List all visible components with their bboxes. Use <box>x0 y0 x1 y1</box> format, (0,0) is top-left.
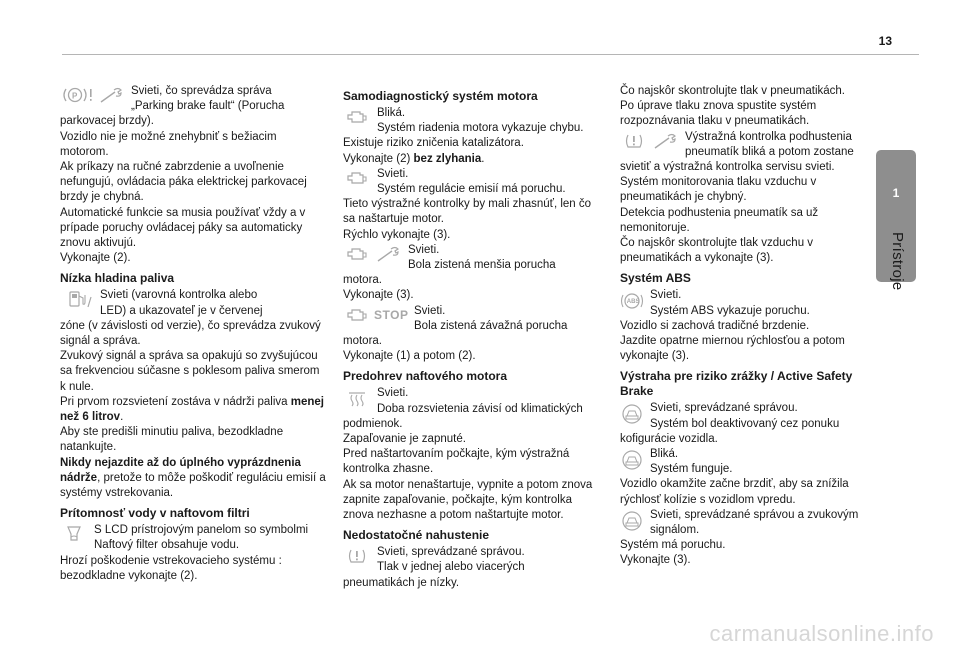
page-number: 13 <box>878 34 892 48</box>
wrench-icon <box>651 131 679 151</box>
underinflation-title: Nedostatočné nahustenie <box>343 528 490 543</box>
underinflation-block <box>343 545 605 575</box>
svg-text:ABS: ABS <box>626 299 640 306</box>
svg-text:P: P <box>72 91 78 101</box>
column-3 <box>620 84 870 569</box>
tyre-pressure-icon <box>343 546 371 566</box>
collision-b <box>620 447 870 477</box>
water-fuel-text: Hrozí poškodenie vstrekovacieho systému : bezodkladne vykonajte (2). <box>60 554 282 582</box>
collision-title: Výstraha pre riziko zrážky / Active Safety Brake <box>620 369 853 399</box>
tyres-p4: Detekcia podhustenia pneumatík sa už nemonitoruje. <box>620 206 819 234</box>
engine-minor-fault-icon <box>343 244 371 264</box>
parking-brake-p2: Vozidlo nie je možné znehybniť s bežiacim motorom. <box>60 130 277 158</box>
collision-a-line-2: Systém bol deaktivovaný cez ponuku <box>650 417 840 430</box>
abs-p2: Jazdite opatrne miernou rýchlosťou a potom vykonajte (3). <box>620 335 845 363</box>
fuel-pump-icon <box>60 289 94 309</box>
column-1 <box>60 84 326 584</box>
tyres-p3: Systém monitorovania tlaku vzduchu v pneumatikách je chybný. <box>620 176 817 204</box>
collision-b-line-1: Bliká. <box>650 448 679 461</box>
stop-icon: STOP <box>374 307 409 322</box>
abs-text: Vozidlo si zachová tradičné brzdenie. <box>620 319 810 332</box>
collision-warning-icon <box>620 402 644 426</box>
low-fuel-p3: Pri prvom rozsvietení zostáva v nádrži paliva menej než 6 litrov. <box>60 395 324 424</box>
engine-diag-title: Samodiagnostický systém motora <box>343 89 538 103</box>
low-fuel-block <box>60 288 326 318</box>
engine-diag-d <box>343 304 605 334</box>
preheat-block <box>343 386 605 416</box>
low-fuel-p2: Zvukový signál a správa sa opakujú so zvyšujúcou sa frekvenciou súčasne s poklesom paliva smerom k nule. <box>60 350 320 393</box>
parking-brake-line-2: „Parking brake fault“ (Porucha <box>131 100 285 113</box>
tyres-p2: Po úprave tlaku znova spustite systém rozpoznávania tlaku v pneumatikách. <box>620 100 817 128</box>
low-fuel-text: zóne (v závislosti od verzie), čo sprevádza zvukový signál a správa. <box>60 319 321 348</box>
engine-diag-b <box>343 167 605 197</box>
parking-brake-p4: Automatické funkcie sa musia používať vždy a v prípade poruchy ovládacej páky sa automaticky znovu aktivujú. <box>60 206 306 250</box>
collision-c-line-2: signálom. <box>650 524 700 537</box>
low-fuel-p4: Aby ste predišli minutiu paliva, bezodkladne natankujte. <box>60 426 284 454</box>
chapter-number: 1 <box>892 186 900 200</box>
engine-diag-b-line-2: Systém regulácie emisií má poruchu. <box>377 183 566 196</box>
glow-plug-icon <box>343 387 371 407</box>
abs-line-1: Svieti. <box>650 289 682 302</box>
preheat-title: Predohrev naftového motora <box>343 369 508 384</box>
tyres-block <box>620 130 870 160</box>
parking-brake-text: parkovacej brzdy). <box>60 115 154 128</box>
preheat-p3: Pred naštartovaním počkajte, kým výstražná kontrolka zhasne. <box>343 448 570 476</box>
underinflation-line-2: Tlak v jednej alebo viacerých <box>377 561 525 574</box>
preheat-p2: Zapaľovanie je zapnuté. <box>343 433 466 446</box>
preheat-line-1: Svieti. <box>377 387 409 400</box>
low-fuel-line-2: LED) a ukazovateľ je v červenej <box>100 304 263 317</box>
water-fuel-line-2: Naftový filter obsahuje vodu. <box>94 539 240 552</box>
tyres-text: svietiť a výstražná kontrolka servisu svieti. <box>620 161 835 174</box>
low-fuel-line-1: Svieti (varovná kontrolka alebo <box>100 289 258 302</box>
tyres-line-2: pneumatík bliká a potom zostane <box>685 145 854 158</box>
preheat-line-2: Doba rozsvietenia závisí od klimatických <box>377 402 583 415</box>
collision-a-line-1: Svieti, sprevádzané správou. <box>650 402 798 415</box>
engine-diag-b-text: Tieto výstražné kontrolky by mali zhasnúť, len čo sa naštartuje motor. <box>343 198 592 226</box>
low-fuel-title: Nízka hladina paliva <box>60 271 175 286</box>
parking-brake-p3: Ak príkazy na ručné zabrzdenie a uvoľnenie nefungujú, ovládacia páka elektrickej parkovacej brzdy je chybná. <box>60 161 307 204</box>
abs-block <box>620 288 870 318</box>
collision-c-line-1: Svieti, sprevádzané správou a zvukovým <box>650 508 859 521</box>
water-in-diesel-icon <box>60 524 88 544</box>
collision-active-icon <box>620 448 644 472</box>
preheat-text: podmienok. <box>343 417 403 430</box>
collision-b-text: Vozidlo okamžite začne brzdiť, aby sa znížila rýchlosť kolízie s vozidlom vpredu. <box>620 478 849 506</box>
engine-diag-a-line-2: Systém riadenia motora vykazuje chybu. <box>377 122 584 135</box>
collision-a <box>620 401 870 431</box>
engine-diag-a-text: Existuje riziko zničenia katalizátora. <box>343 137 524 150</box>
tyre-pressure-icon <box>620 131 648 151</box>
engine-diag-d-text: motora. <box>343 335 382 348</box>
engine-diag-c-line-2: Bola zistená menšia porucha <box>408 259 556 272</box>
engine-diag-c-line-1: Svieti. <box>408 243 440 256</box>
engine-check-icon <box>343 107 371 127</box>
engine-diag-c-p2: Vykonajte (3). <box>343 289 414 302</box>
engine-major-fault-icon <box>343 305 371 325</box>
chapter-title: Prístroje <box>889 232 906 291</box>
tyres-p5: Čo najskôr skontrolujte tlak vzduchu v pneumatikách a vykonajte (3). <box>620 237 814 265</box>
engine-diag-c <box>343 243 605 273</box>
engine-diag-b-line-1: Svieti. <box>377 167 409 180</box>
engine-diag-d-line-2: Bola zistená závažná porucha <box>414 319 568 332</box>
water-fuel-line-1: S LCD prístrojovým panelom so symbolmi <box>94 524 309 537</box>
abs-icon <box>620 289 644 313</box>
tyres-line-1: Výstražná kontrolka podhustenia <box>685 130 852 143</box>
engine-diag-b-p2: Rýchlo vykonajte (3). <box>343 228 451 241</box>
low-fuel-p5: Nikdy nejazdite až do úplného vyprázdnenia nádrže, pretože to môže poškodiť reguláciu emisií a systémy vstrekovania. <box>60 456 326 500</box>
engine-diag-d-line-1: Svieti. <box>414 304 446 317</box>
engine-diag-d-p2: Vykonajte (1) a potom (2). <box>343 350 476 363</box>
collision-b-line-2: Systém funguje. <box>650 463 733 476</box>
collision-c-text: Systém má poruchu. <box>620 539 726 552</box>
watermark: carmanualsonline.info <box>709 620 934 646</box>
engine-diag-a-p2: Vykonajte (2) bez zlyhania. <box>343 152 485 165</box>
wrench-icon <box>374 244 402 264</box>
parking-brake-line-1: Svieti, čo sprevádza správa <box>131 85 272 97</box>
engine-emissions-icon <box>343 168 371 188</box>
parking-brake-block <box>60 84 326 114</box>
parking-brake-p5: Vykonajte (2). <box>60 252 131 265</box>
engine-diag-a-line-1: Bliká. <box>377 107 406 119</box>
preheat-p4: Ak sa motor nenaštartuje, vypnite a potom znova zapnite zapaľovanie, počkajte, kým kontrolka znova nezhasne a potom naštartujte motor. <box>343 478 593 522</box>
underinflation-line-1: Svieti, sprevádzané správou. <box>377 546 525 559</box>
engine-diag-c-text: motora. <box>343 274 382 287</box>
engine-diag-a <box>343 106 605 136</box>
parking-brake-warning-icon <box>60 85 94 105</box>
collision-a-text: kofigurácie vozidla. <box>620 432 718 445</box>
wrench-icon <box>97 85 125 105</box>
abs-line-2: Systém ABS vykazuje poruchu. <box>650 304 810 317</box>
tyres-p1: Čo najskôr skontrolujte tlak v pneumatikách. <box>620 85 845 97</box>
collision-fault-icon <box>620 509 644 533</box>
column-2 <box>343 84 605 591</box>
water-fuel-title: Prítomnosť vody v naftovom filtri <box>60 506 250 521</box>
water-fuel-block <box>60 523 326 553</box>
collision-c-p2: Vykonajte (3). <box>620 554 691 567</box>
header-rule <box>62 54 919 55</box>
collision-c <box>620 508 870 538</box>
underinflation-text: pneumatikách je nízky. <box>343 576 460 589</box>
abs-title: Systém ABS <box>620 271 691 286</box>
